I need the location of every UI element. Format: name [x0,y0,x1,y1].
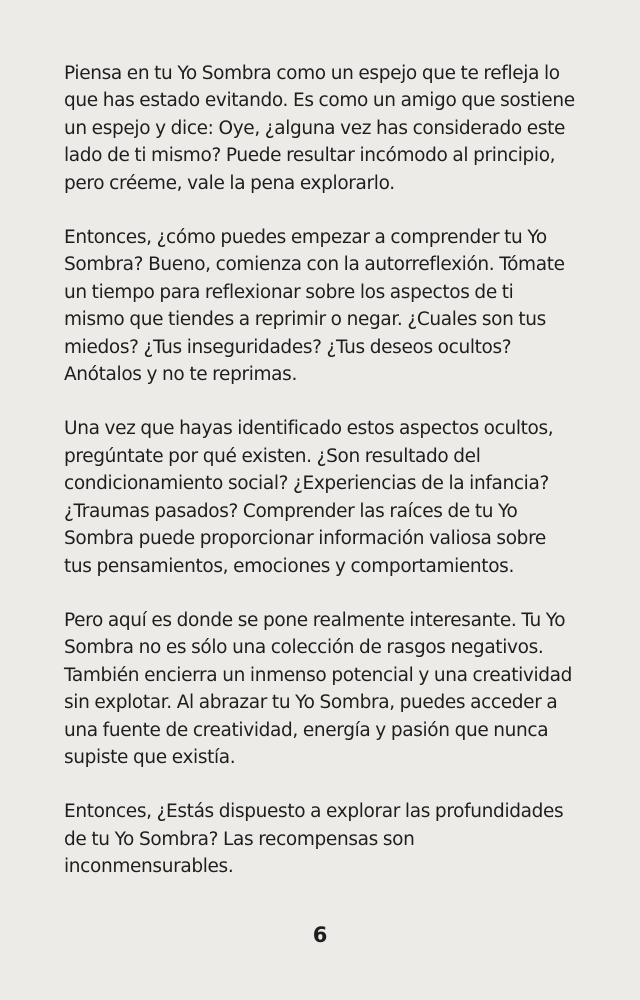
paragraph-3: Una vez que hayas identificado estos aspectos ocultos, pregúntate por qué existen. ¿Son resultado del condicionamiento social? ¿Experiencias de la infancia? ¿Traumas pasados? Comprender las raíces de tu Yo Sombra puede proporcionar información valiosa sobre tus pensamientos, emociones y comportamientos. [64,418,554,577]
paragraph-5: Entonces, ¿Estás dispuesto a explorar las profundidades de tu Yo Sombra? Las recompensas son inconmensurables. [64,801,564,878]
paragraph-1: Piensa en tu Yo Sombra como un espejo que te refleja lo que has estado evitando. Es como un amigo que sostiene un espejo y dice: Oye, ¿alguna vez has considerado este lado de ti mismo? Puede resultar incómodo al principio, pero créeme, vale la pena explorarlo. [64,63,575,194]
paragraph-4: Pero aquí es donde se pone realmente interesante. Tu Yo Sombra no es sólo una colección de rasgos negativos. También encierra un inmenso potencial y una creatividad sin explotar. Al abrazar tu Yo Sombra, puedes acceder a una fuente de creatividad, energía y pasión que nunca supiste que existía. [64,609,573,768]
paragraph-2: Entonces, ¿cómo puedes empezar a comprender tu Yo Sombra? Bueno, comienza con la autorreflexión. Tómate un tiempo para reflexionar sobre los aspectos de ti mismo que tiendes a reprimir o negar. ¿Cuales son tus miedos? ¿Tus inseguridades? ¿Tus deseos ocultos? Anótalos y no te reprimas. [64,227,565,386]
body-text [64,60,576,881]
page-number: 6 [312,923,328,947]
